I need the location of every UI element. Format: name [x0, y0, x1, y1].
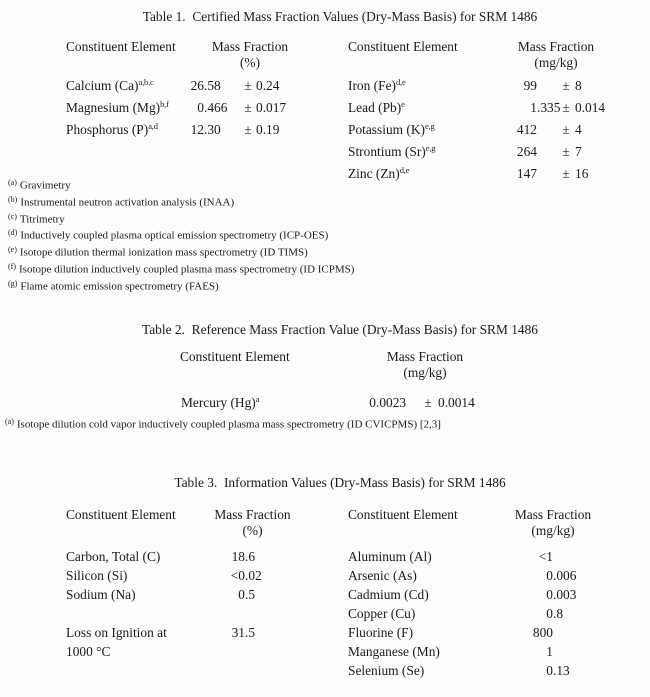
table1-right-rows — [348, 75, 623, 185]
footnote-marker: (f) — [8, 261, 16, 271]
plus-minus-sign: ± — [244, 100, 252, 115]
element-name: Carbon, Total (C) — [66, 549, 161, 564]
value-integer-part: <1 — [538, 549, 553, 564]
uncertainty-value: 0.19 — [256, 122, 280, 137]
value-fraction-part — [537, 75, 557, 97]
value-integer-part: 147 — [516, 166, 537, 181]
table-row — [66, 547, 290, 566]
footnote-line — [8, 210, 354, 227]
value-integer-part: 99 — [523, 78, 537, 93]
footnote-marker: (a) — [8, 178, 17, 187]
table2-header-element: Constituent Element — [180, 349, 290, 364]
value-integer-part: <0 — [230, 568, 245, 583]
method-superscript: a — [255, 394, 260, 404]
value-fraction-part — [537, 163, 557, 185]
element-name: Arsenic (As) — [348, 568, 417, 583]
value-integer-part: 264 — [516, 144, 537, 159]
value-integer-part — [216, 604, 245, 623]
table-row — [66, 566, 290, 585]
table-row — [66, 585, 290, 604]
element-name: Sodium (Na) — [66, 587, 136, 602]
table3-right-header-element: Constituent Element — [348, 507, 458, 522]
table-row — [348, 661, 598, 680]
method-superscript: d,e — [399, 165, 410, 175]
uncertainty-value: 0.014 — [575, 100, 606, 115]
table3-title: Table 3. Information Values (Dry-Mass Basis) for SRM 1486 — [174, 475, 506, 490]
method-superscript: d,e — [395, 77, 406, 87]
plus-minus-sign: ± — [562, 144, 570, 159]
value-integer-part: 0 — [546, 568, 553, 583]
plus-minus-sign: ± — [424, 395, 432, 410]
value-integer-part: 800 — [532, 625, 553, 640]
value-fraction-part: .02 — [245, 568, 262, 583]
table2-title: Table 2. Reference Mass Fraction Value (Dry-Mass Basis) for SRM 1486 — [142, 322, 538, 337]
table-row — [348, 642, 598, 661]
uncertainty-value: 0.017 — [256, 100, 287, 115]
mass-fraction-label: Mass Fraction — [214, 507, 291, 522]
table-row — [348, 163, 623, 185]
plus-minus-sign: ± — [562, 100, 570, 115]
mass-fraction-label: Mass Fraction — [386, 349, 464, 364]
element-name: Cadmium (Cd) — [348, 587, 429, 602]
element-name: Magnesium $(Mg)^{b,f}$ — [66, 99, 169, 115]
table-row — [66, 623, 290, 642]
table-row — [348, 141, 623, 163]
method-superscript: e,g — [425, 121, 435, 131]
value-fraction-part — [553, 642, 598, 661]
method-superscript: b,f — [160, 99, 169, 109]
footnote-marker: (b) — [8, 194, 18, 204]
unit-label: (%) — [242, 522, 263, 538]
value-fraction-part: .466 — [204, 100, 228, 115]
value-fraction-part: .335 — [537, 100, 561, 115]
table-row — [348, 585, 598, 604]
table1-left-rows — [66, 75, 322, 141]
table-row — [348, 604, 598, 623]
element-name: Iron $(Fe)^{d,e}$ — [348, 77, 406, 93]
mass-fraction-label: Mass Fraction — [514, 507, 592, 522]
element-name: Fluorine (F) — [348, 625, 414, 640]
value-fraction-part: .003 — [553, 587, 577, 602]
footnote-line — [8, 193, 354, 210]
value-integer-part: 0 — [546, 587, 553, 602]
table3-right-header-value — [493, 507, 613, 538]
footnote-text: Isotope dilution cold vapor inductively coupled plasma mass spectrometry (ID CVICPMS) [2,3] — [16, 418, 441, 431]
table-row — [348, 119, 623, 141]
footnote-marker: (e) — [8, 245, 17, 255]
footnote-marker: (c) — [8, 211, 17, 221]
element-name: Aluminum (Al) — [348, 549, 432, 564]
mass-fraction-label: Mass Fraction — [211, 39, 289, 54]
table3-left-header-value — [185, 507, 320, 538]
footnote-text: Gravimetry — [19, 179, 71, 192]
footnote-text: Instrumental neutron activation analysis (INAA) — [20, 196, 235, 209]
table3-right-rows — [348, 547, 598, 680]
element-name: Selenium (Se) — [348, 663, 425, 678]
method-superscript: a,b,c — [138, 77, 154, 87]
value-integer-part: 12 — [190, 122, 204, 137]
element-name: Loss on Ignition at — [66, 625, 167, 640]
footnote-text: Flame atomic emission spectrometry (FAES) — [20, 280, 219, 293]
value-fraction-part: .0023 — [376, 395, 407, 410]
uncertainty-value: 7 — [575, 144, 582, 159]
plus-minus-sign: ± — [244, 122, 252, 137]
value-fraction-part: .6 — [245, 549, 256, 564]
method-superscript: e — [401, 99, 405, 109]
value-fraction-part — [537, 141, 557, 163]
element-name: Potassium $(K)^{e,g}$ — [348, 121, 435, 137]
footnote-text: Isotope dilution thermal ionization mass spectrometry (ID TIMS) — [19, 246, 308, 259]
plus-minus-sign: ± — [562, 166, 570, 181]
value-integer-part: 18 — [231, 549, 245, 564]
value-integer-part: 0 — [546, 606, 553, 621]
table-row — [181, 392, 507, 414]
value-integer-part: 0 — [238, 587, 245, 602]
value-fraction-part: .58 — [204, 78, 221, 93]
table1-right-header-element: Constituent Element — [348, 39, 458, 54]
table-row — [66, 604, 290, 623]
mass-fraction-label: Mass Fraction — [517, 39, 595, 54]
value-integer-part — [216, 642, 245, 661]
footnote-line — [8, 260, 354, 277]
element-name: Phosphorus $(P)^{a,d}$ — [66, 121, 158, 137]
uncertainty-value: 0.0014 — [438, 395, 475, 410]
element-name: Mercury $(Hg)^a$ — [181, 394, 260, 410]
value-integer-part: 1 — [546, 644, 553, 659]
plus-minus-sign: ± — [562, 122, 570, 137]
unit-label: (mg/kg) — [534, 54, 578, 70]
value-fraction-part: .30 — [204, 122, 221, 137]
footnote-text: Inductively coupled plasma optical emission spectrometry (ICP-OES) — [20, 229, 329, 242]
element-name: Silicon (Si) — [66, 568, 128, 583]
table-row — [66, 642, 290, 661]
element-name: 1000 °C — [66, 644, 111, 659]
value-fraction-part — [245, 642, 290, 661]
table-row — [348, 97, 623, 119]
value-integer-part: 26 — [190, 78, 204, 93]
table-row — [66, 75, 322, 97]
table-row — [348, 566, 598, 585]
table1-left-header-element: Constituent Element — [66, 39, 176, 54]
value-fraction-part: .5 — [245, 625, 256, 640]
table1-left-header-value — [185, 39, 315, 70]
plus-minus-sign: ± — [562, 78, 570, 93]
table2-footnotes — [5, 415, 441, 432]
value-integer-part: 0 — [369, 395, 376, 410]
value-integer-part: 0 — [197, 100, 204, 115]
element-name — [66, 604, 216, 623]
uncertainty-value: 4 — [575, 122, 582, 137]
footnote-text: Isotope dilution inductively coupled plasma mass spectrometry (ID ICPMS) — [19, 263, 355, 276]
table-row — [348, 75, 623, 97]
value-fraction-part: .13 — [553, 663, 570, 678]
table2-rows — [181, 392, 507, 414]
uncertainty-value: 8 — [575, 78, 582, 93]
footnote-marker: (a) — [5, 417, 14, 426]
plus-minus-sign: ± — [244, 78, 252, 93]
footnote-marker: (g) — [8, 278, 18, 288]
element-name: Zinc $(Zn)^{d,e}$ — [348, 165, 410, 181]
value-integer-part: 0 — [546, 663, 553, 678]
method-superscript: e,g — [425, 143, 436, 153]
value-fraction-part — [553, 547, 598, 566]
table1-footnotes — [8, 176, 354, 294]
table-row — [348, 623, 598, 642]
footnote-line — [8, 277, 354, 294]
uncertainty-value: 0.24 — [256, 78, 280, 93]
table-row — [348, 547, 598, 566]
table1-right-header-value — [496, 39, 616, 70]
uncertainty-value: 16 — [575, 166, 589, 181]
value-integer-part: 1 — [530, 100, 537, 115]
element-name: Lead $(Pb)^e$ — [348, 99, 405, 115]
footnote-line — [8, 176, 354, 193]
value-fraction-part — [537, 119, 557, 141]
method-superscript: a,d — [148, 121, 158, 131]
footnote-line — [5, 415, 441, 432]
value-fraction-part — [245, 604, 290, 623]
footnote-text: Titrimetry — [19, 213, 65, 226]
footnote-line — [8, 226, 354, 243]
element-name: Copper (Cu) — [348, 606, 416, 621]
footnote-marker: (d) — [8, 228, 18, 238]
value-fraction-part: .5 — [245, 587, 256, 602]
unit-label: (%) — [239, 54, 261, 70]
table2-header-value — [365, 349, 485, 380]
value-fraction-part: .8 — [553, 606, 564, 621]
table3-left-header-element: Constituent Element — [66, 507, 176, 522]
value-integer-part: 31 — [231, 625, 245, 640]
element-name: Strontium $(Sr)^{e,g}$ — [348, 143, 436, 159]
value-fraction-part — [553, 623, 598, 642]
value-fraction-part: .006 — [553, 568, 577, 583]
table3-left-rows — [66, 547, 290, 661]
table-row — [66, 97, 322, 119]
table1-title: Table 1. Certified Mass Fraction Values (Dry-Mass Basis) for SRM 1486 — [142, 9, 538, 24]
unit-label: (mg/kg) — [531, 522, 575, 538]
element-name: Calcium $(Ca)^{a,b,c}$ — [66, 77, 154, 93]
unit-label: (mg/kg) — [403, 364, 447, 380]
value-integer-part: 412 — [516, 122, 537, 137]
footnote-line — [8, 243, 354, 260]
table-row — [66, 119, 322, 141]
element-name: Manganese (Mn) — [348, 644, 440, 659]
